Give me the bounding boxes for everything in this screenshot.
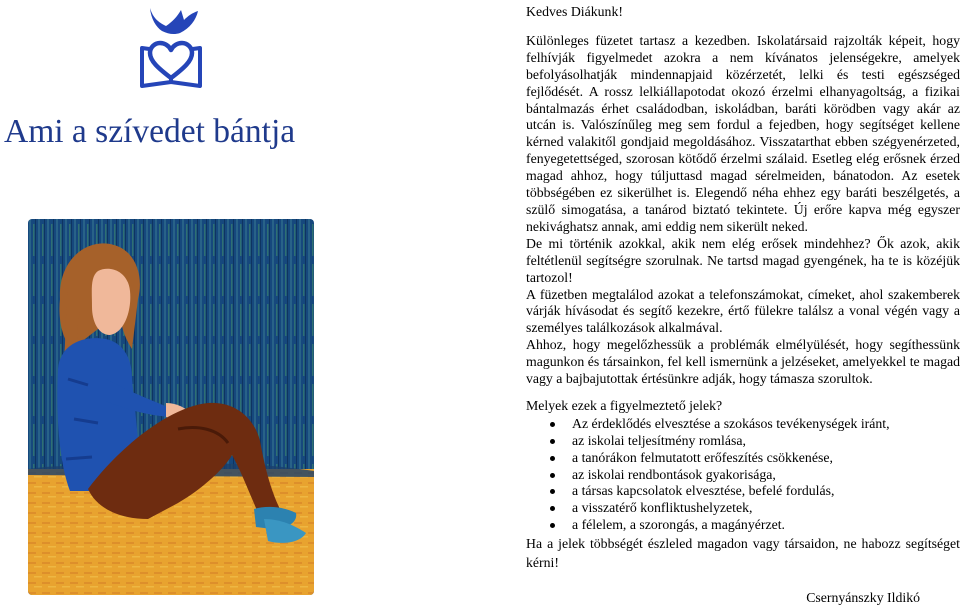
bullet-icon: [550, 439, 555, 444]
list-item: a társas kapcsolatok elvesztése, befelé fordulás,: [572, 483, 960, 500]
heart-book-dove-icon: [136, 6, 206, 90]
list-item: a visszatérő konfliktushelyzetek,: [572, 500, 960, 517]
bullet-icon: [550, 523, 555, 528]
closing-sentence: Ha a jelek többségét észleled magadon vagy társaidon, ne habozz segítséget kérni!: [526, 536, 960, 570]
bullet-icon: [550, 473, 555, 478]
bullet-icon: [550, 489, 555, 494]
letter-body: [526, 4, 960, 572]
paragraph-contacts: A füzetben megtalálod azokat a telefonszámokat, címeket, ahol szakemberek várják hívásodat és segítő kezekre, értő fülekre találsz a vonal végén vagy a személyes találkozások alkalmával.: [526, 286, 960, 336]
page-title: Ami a szívedet bántja: [4, 113, 296, 150]
bullet-icon: [550, 456, 555, 461]
list-item: Az érdeklődés elvesztése a szokásos tevékenységek iránt,: [572, 416, 960, 433]
list-item: a tanórákon felmutatott erőfeszítés csökkenése,: [572, 450, 960, 467]
bullet-icon: [550, 422, 555, 427]
paragraph-weak: De mi történik azokkal, akik nem elég erősek mindehhez? Ők azok, akik feltétlenül segítségre szorulnak. Ne tartsd magad gyengének, ha te is közéjük tartozol!: [526, 235, 960, 285]
list-item: a félelem, a szorongás, a magányérzet.: [572, 517, 960, 534]
paragraph-intro: Különleges füzetet tartasz a kezedben. Iskolatársaid rajzolták képeit, hogy felhívják figyelmedet azokra a nem kívánatos jelenségekre, amelyek befolyásolhatják mindennapjaid közérzetét, lelki és testi egészséged fejlődését. A rossz lelkiállapotodat okozó érzelmi elhanyagoltság, a fizikai bántalmazás érhet családodban, iskoládban, baráti körödben vagy akár az utcán is. Valószínűleg meg sem fordul a fejedben, hogy segítséget kellene kérned valakitől gondjaid megoldásához. Visszatarthat ebben szégyenérzeted, fenyegetettséged, szorosan kötődő érzelmi szálaid. Esetleg elég erősnek érzed magad ahhoz, hogy túljuttasd magad sérelmeiden, bánatodon. Az esetek többségében ez sikerülhet is. Elegendő néha ehhez egy baráti beszélgetés, a szülő simogatása, a tanárod biztató tekintete. Új erőre kapva még egyszer nekivághatsz annak, ami eddig nem sikerült neked.: [526, 32, 960, 234]
bullet-icon: [550, 506, 555, 511]
warning-signs-question: Melyek ezek a figyelmeztető jelek?: [526, 397, 723, 413]
paragraph-prevention: Ahhoz, hogy megelőzhessük a problémák elmélyülését, hogy segíthessünk magunkon és társainkon, fel kell ismernünk a jelzéseket, amelyekkel te magad vagy a bajbajutottak értésünkre adják, hogy támasza szorultok.: [526, 337, 960, 387]
author-signature: Csernyánszky Ildikó: [806, 590, 920, 605]
painting-sitting-girl-icon: [28, 219, 314, 595]
list-item: az iskolai teljesítmény romlása,: [572, 433, 960, 450]
list-item: az iskolai rendbontások gyakorisága,: [572, 467, 960, 484]
warning-signs-list: [526, 416, 960, 534]
greeting: Kedves Diákunk!: [526, 4, 623, 19]
